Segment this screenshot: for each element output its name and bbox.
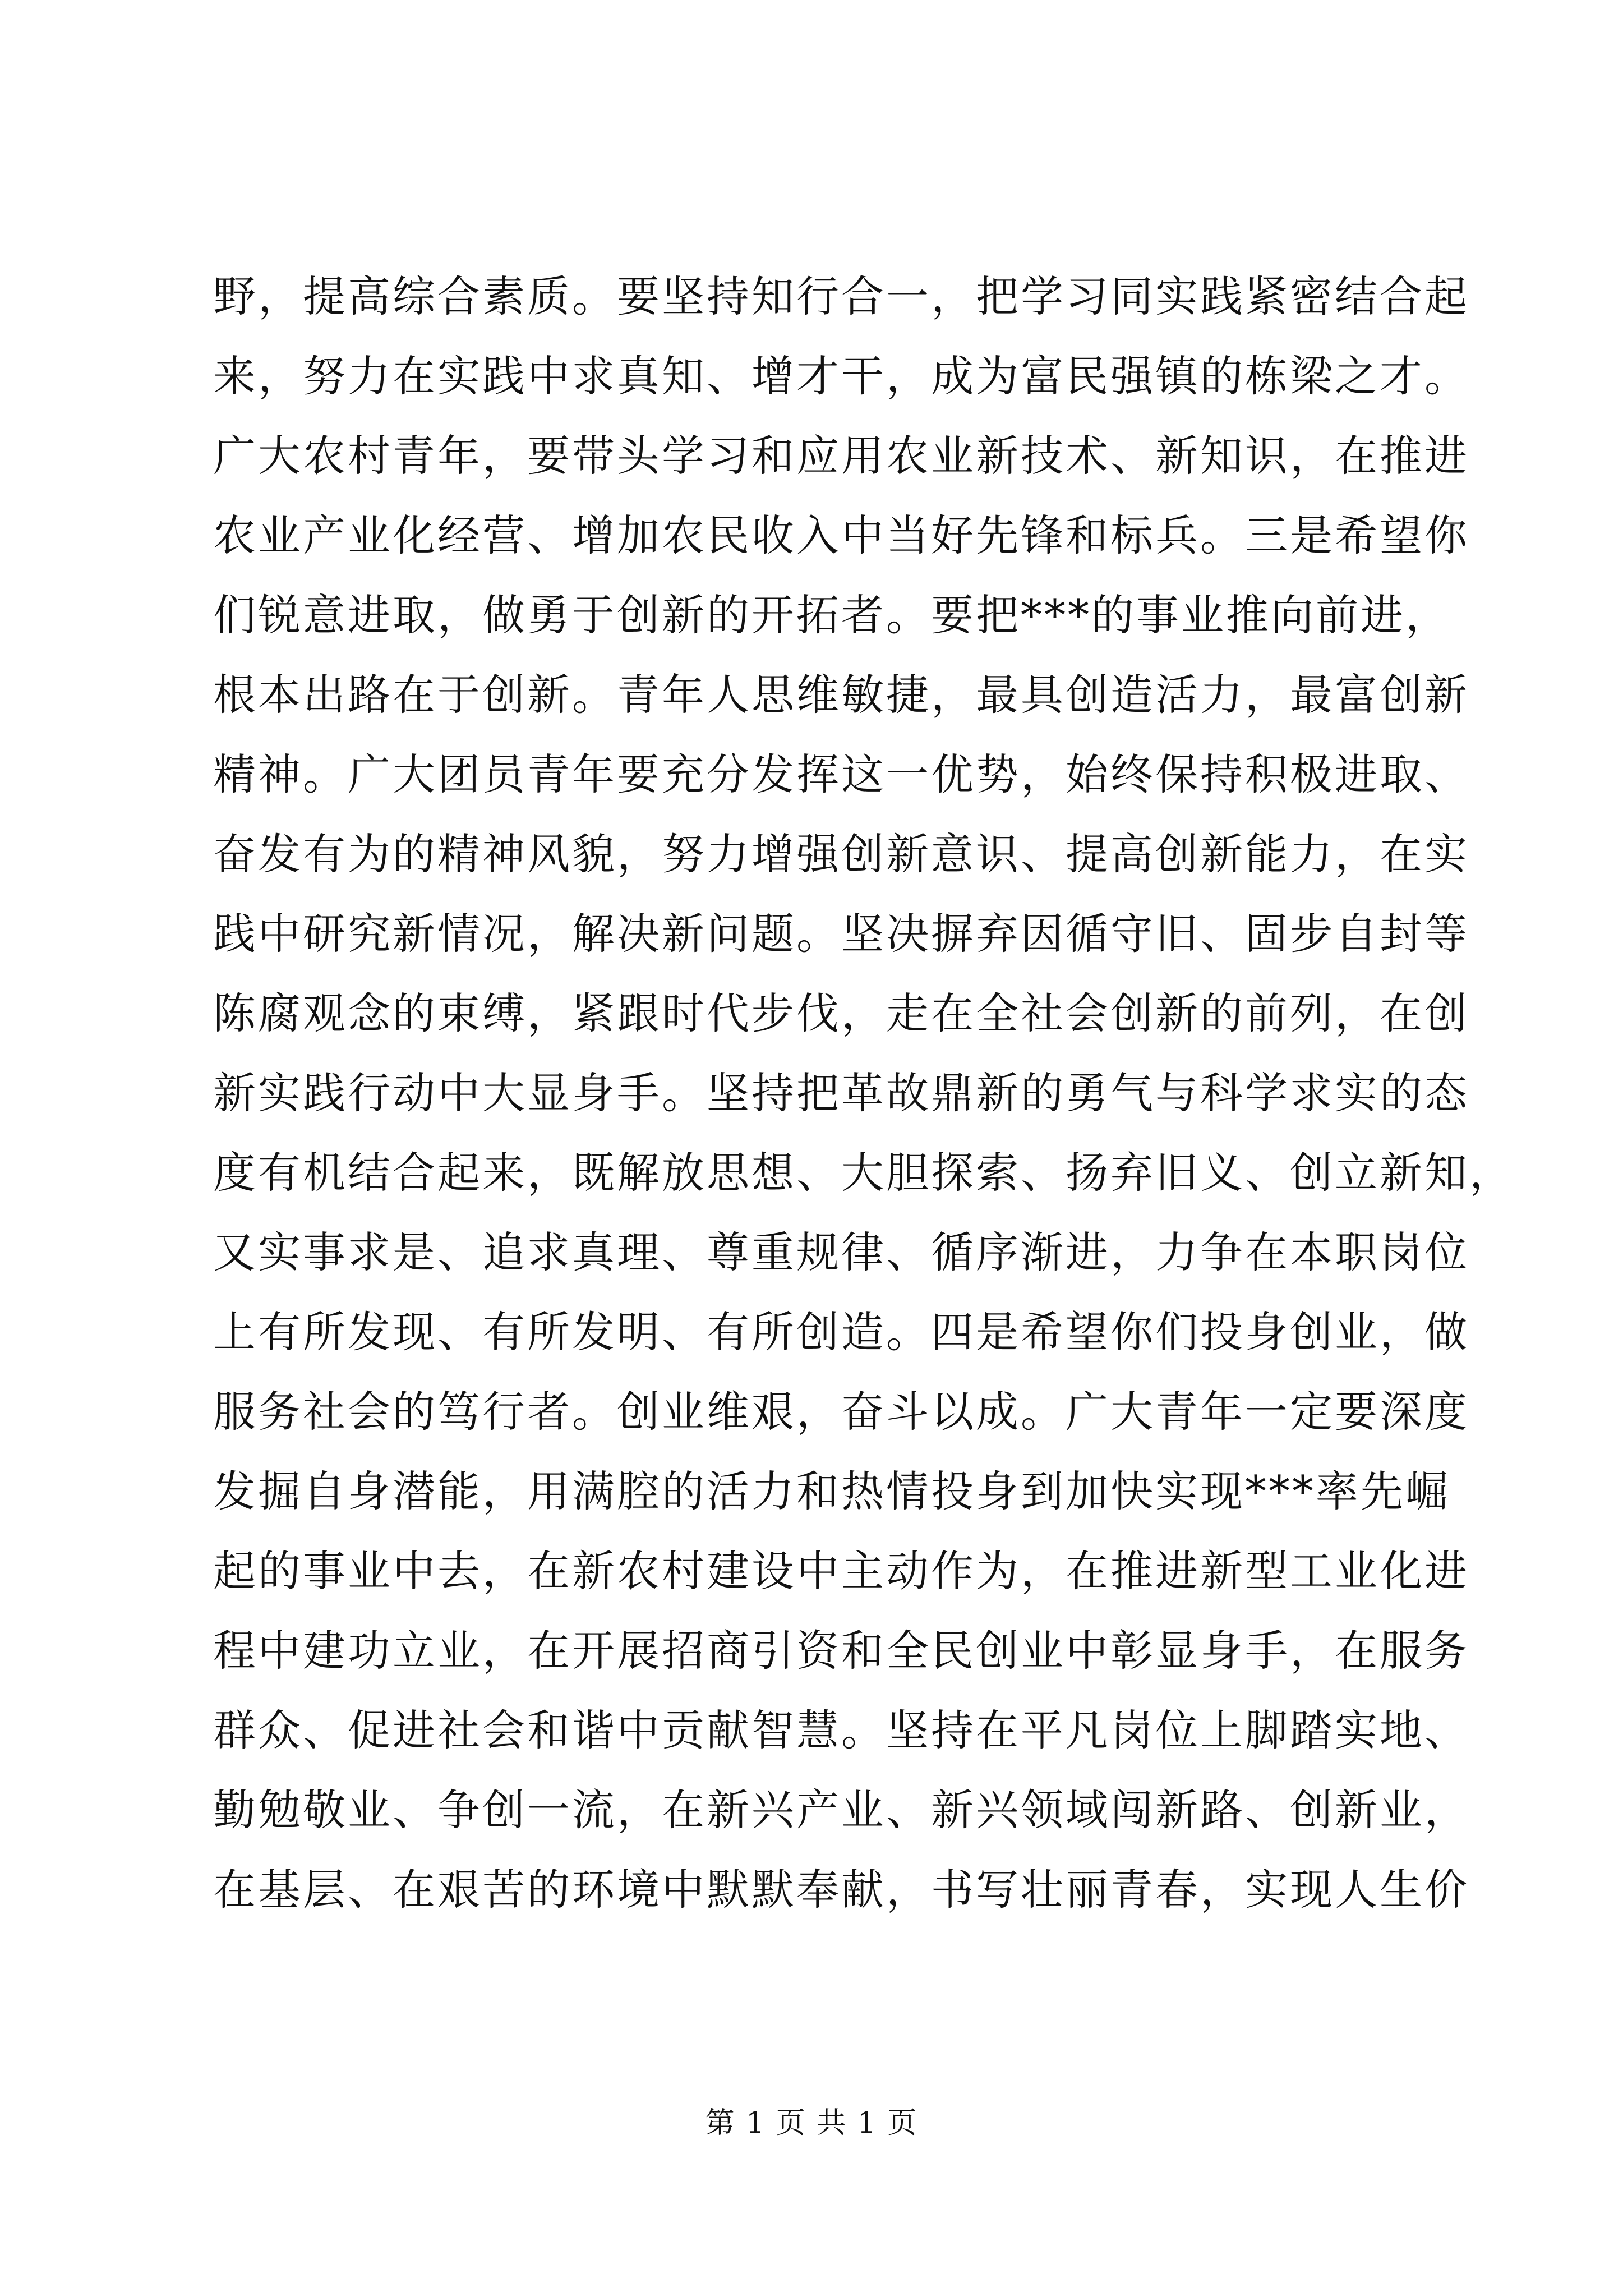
text-line: 勤勉敬业、争创一流，在新兴产业、新兴领域闯新路、创新业， [213,1785,1469,1835]
text-line: 程中建功立业，在开展招商引资和全民创业中彰显身手，在服务 [213,1626,1469,1676]
text-line: 群众、促进社会和谐中贡献智慧。坚持在平凡岗位上脚踏实地、 [213,1705,1469,1755]
text-line: 陈腐观念的束缚，紧跟时代步伐，走在全社会创新的前列，在创 [213,988,1469,1038]
text-line: 奋发有为的精神风貌，努力增强创新意识、提高创新能力，在实 [213,829,1469,879]
text-line: 们锐意进取，做勇于创新的开拓者。要把***的事业推向前进， [213,590,1450,640]
text-line: 野，提高综合素质。要坚持知行合一，把学习同实践紧密结合起 [213,272,1469,321]
text-line: 根本出路在于创新。青年人思维敏捷，最具创造活力，最富创新 [213,670,1469,720]
text-line: 来，努力在实践中求真知、增才干，成为富民强镇的栋梁之才。 [213,351,1469,401]
text-line: 上有所发现、有所发明、有所创造。四是希望你们投身创业，做 [213,1307,1469,1357]
text-line: 广大农村青年，要带头学习和应用农业新技术、新知识，在推进 [213,431,1469,481]
text-line: 又实事求是、追求真理、尊重规律、循序渐进，力争在本职岗位 [213,1227,1469,1277]
text-line: 精神。广大团员青年要充分发挥这一优势，始终保持积极进取、 [213,749,1469,799]
text-line: 发掘自身潜能，用满腔的活力和热情投身到加快实现***率先崛 [213,1466,1450,1516]
page-footer: 第 1 页 共 1 页 [705,2106,918,2140]
text-line: 新实践行动中大显身手。坚持把革故鼎新的勇气与科学求实的态 [213,1068,1469,1118]
text-line: 践中研究新情况，解决新问题。坚决摒弃因循守旧、固步自封等 [213,909,1469,959]
text-line: 农业产业化经营、增加农民收入中当好先锋和标兵。三是希望你 [213,510,1469,560]
text-line: 度有机结合起来，既解放思想、大胆探索、扬弃旧义、创立新知， [213,1148,1514,1198]
body-text [213,257,1514,1930]
text-line: 服务社会的笃行者。创业维艰，奋斗以成。广大青年一定要深度 [213,1387,1469,1437]
text-line: 在基层、在艰苦的环境中默默奉献，书写壮丽青春，实现人生价 [213,1865,1469,1915]
text-line: 起的事业中去，在新农村建设中主动作为，在推进新型工业化进 [213,1546,1469,1596]
